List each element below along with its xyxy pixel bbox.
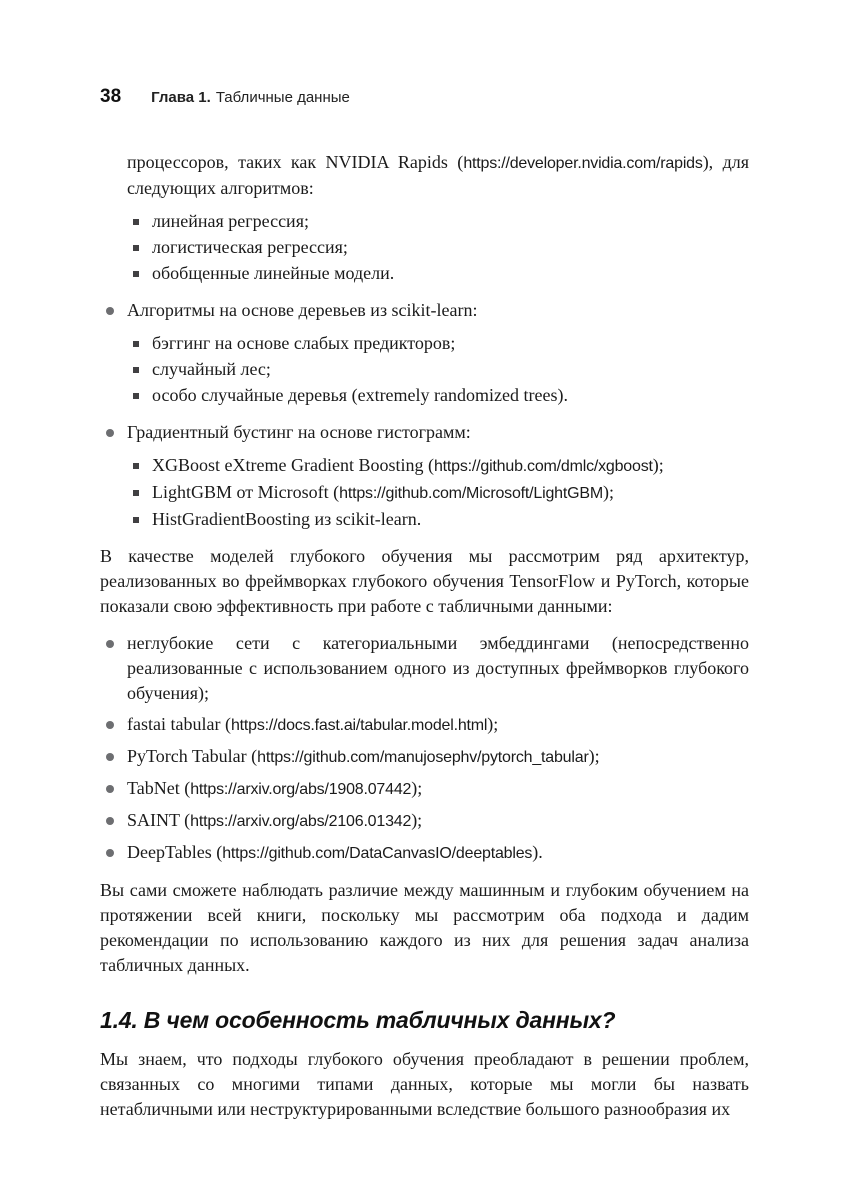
list-item-text: обобщенные линейные модели. [152, 263, 395, 283]
text-run: ). [532, 842, 543, 862]
list-item-text: случайный лес; [152, 359, 271, 379]
text-run: SAINT ( [127, 810, 191, 830]
text-run: HistGradientBoosting из scikit-learn. [152, 509, 422, 529]
boosting-list [100, 453, 749, 532]
list-item-text: линейная регрессия; [152, 211, 309, 231]
list-item [133, 235, 749, 260]
list-item-boosting [106, 420, 749, 445]
text-run: TabNet ( [127, 778, 191, 798]
page-number: 38 [100, 86, 122, 107]
text-run: DeepTables ( [127, 842, 223, 862]
circle-bullet-icon [106, 753, 114, 761]
square-bullet-icon [133, 463, 139, 469]
list-item [106, 808, 749, 834]
list-item-text: Алгоритмы на основе деревьев из scikit-learn: [127, 300, 478, 320]
circle-bullet-icon [106, 640, 114, 648]
list-item-text [127, 712, 749, 738]
text-run: ); [588, 746, 600, 766]
circle-bullet-icon [106, 721, 114, 729]
text-run: неглубокие сети с категориальными эмбеддингами (непосредственно реализованные с использованием одного из доступных фреймворков глубокого обучения); [127, 633, 749, 703]
chapter-label: Глава 1. [151, 89, 211, 106]
list-item-text: логистическая регрессия; [152, 237, 348, 257]
circle-bullet-icon [106, 785, 114, 793]
paragraph-intro [127, 150, 749, 201]
list-item-text [152, 507, 749, 532]
page-body [100, 150, 749, 1122]
text-run: ); [411, 810, 423, 830]
list-item [106, 840, 749, 866]
paragraph-dl-intro: В качестве моделей глубокого обучения мы рассмотрим ряд архитектур, реализованных во фреймворках глубокого обучения TensorFlow и PyTorch, которые показали свою эффективность при работе с табличными данными: [100, 546, 749, 616]
text-run: LightGBM от Microsoft ( [152, 482, 340, 502]
list-item [106, 712, 749, 738]
url-saint[interactable]: https://arxiv.org/abs/2106.01342 [190, 813, 412, 830]
circle-bullet-icon [106, 849, 114, 857]
list-item [133, 507, 749, 532]
circle-bullet-icon [106, 429, 114, 437]
list-item [106, 744, 749, 770]
url-xgboost[interactable]: https://github.com/dmlc/xgboost [433, 458, 653, 475]
list-item [133, 209, 749, 234]
list-item [133, 357, 749, 382]
list-item [106, 631, 749, 706]
chapter-title: Табличные данные [215, 89, 350, 106]
list-item-text [152, 453, 749, 479]
url-lightgbm[interactable]: https://github.com/Microsoft/LightGBM [339, 485, 603, 502]
list-item-text [127, 808, 749, 834]
square-bullet-icon [133, 367, 139, 373]
url-nvidia-rapids[interactable]: https://developer.nvidia.com/rapids [463, 155, 703, 172]
url-fastai-tabular[interactable]: https://docs.fast.ai/tabular.model.html [230, 717, 488, 734]
list-item-text [152, 480, 749, 506]
square-bullet-icon [133, 271, 139, 277]
list-item [133, 383, 749, 408]
list-item-text [127, 840, 749, 866]
url-deeptables[interactable]: https://github.com/DataCanvasIO/deeptables [222, 845, 533, 862]
text-run: процессоров, таких как NVIDIA Rapids ( [127, 152, 464, 172]
text-run: fastai tabular ( [127, 714, 231, 734]
text-run: PyTorch Tabular ( [127, 746, 258, 766]
paragraph-outro: Вы сами сможете наблюдать различие между машинным и глубоким обучением на протяжении всей книги, поскольку мы рассмотрим оба подхода и дадим рекомендации по использованию каждого из них для решения задач анализа табличных данных. [100, 880, 749, 975]
text-run: XGBoost eXtreme Gradient Boosting ( [152, 455, 434, 475]
running-header [100, 86, 749, 108]
list-item [133, 480, 749, 506]
text-run: ); [487, 714, 499, 734]
text-run: ); [602, 482, 614, 502]
list-item-text: бэггинг на основе слабых предикторов; [152, 333, 456, 353]
list-item-text: особо случайные деревья (extremely randomized trees). [152, 385, 568, 405]
list-item [106, 776, 749, 802]
circle-bullet-icon [106, 817, 114, 825]
url-tabnet[interactable]: https://arxiv.org/abs/1908.07442 [190, 781, 412, 798]
text-run: ); [652, 455, 664, 475]
chapter-header [151, 89, 350, 106]
list-item-text [127, 744, 749, 770]
circle-bullet-icon [106, 307, 114, 315]
square-bullet-icon [133, 245, 139, 251]
list-item [133, 261, 749, 286]
list-item [133, 331, 749, 356]
section-heading: 1.4. В чем особенность табличных данных? [100, 1007, 616, 1033]
list-item-text [127, 631, 749, 706]
text-run: ), для следующих алгоритмов: [127, 152, 749, 198]
list-item [133, 453, 749, 479]
square-bullet-icon [133, 341, 139, 347]
square-bullet-icon [133, 517, 139, 523]
square-bullet-icon [133, 219, 139, 225]
list-item-text: Градиентный бустинг на основе гистограмм: [127, 422, 471, 442]
square-bullet-icon [133, 490, 139, 496]
url-pytorch-tabular[interactable]: https://github.com/manujosephv/pytorch_tabular [257, 749, 589, 766]
list-item-text [127, 776, 749, 802]
tree-algorithms-list [100, 331, 749, 408]
paragraph-section-intro: Мы знаем, что подходы глубокого обучения преобладают в решении проблем, связанных со многими типами данных, которые мы могли бы назвать нетабличными или неструктурированными вследствие большого разнообразия их [100, 1049, 749, 1119]
square-bullet-icon [133, 393, 139, 399]
dl-models-list [100, 631, 749, 866]
list-item-trees [106, 298, 749, 323]
gpu-algorithms-list [100, 209, 749, 286]
text-run: ); [411, 778, 423, 798]
